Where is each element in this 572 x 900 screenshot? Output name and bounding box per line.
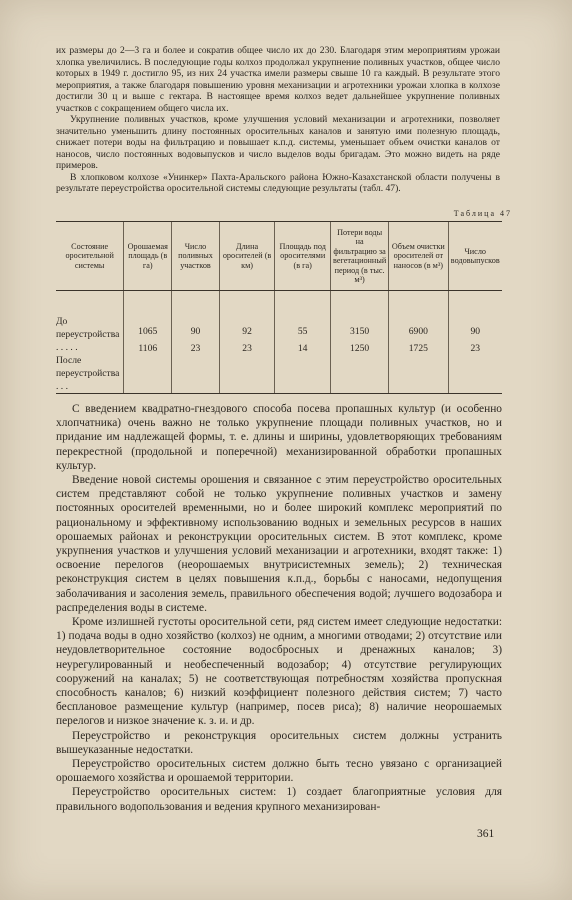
table-cell: 90 23 <box>172 315 220 394</box>
table-cell: 1065 1106 <box>124 315 172 394</box>
data-table <box>56 221 502 394</box>
table-cell: 90 23 <box>448 315 502 394</box>
table-cell: 6900 1725 <box>389 315 448 394</box>
column-header: Длина оросителей (в км) <box>219 222 275 291</box>
table-cell: 3150 1250 <box>331 315 389 394</box>
body-paragraph-5: Переустройство оросительных систем должно быть тесно увязано с организацией орошаемого хозяйства и орошаемой территории. <box>56 758 502 785</box>
top-text-block <box>56 45 500 195</box>
row-label: После переустройства . . . <box>56 355 120 392</box>
column-header: Площадь под оросителями (в га) <box>275 222 331 291</box>
table-spacer-row <box>56 291 502 316</box>
column-header: Число водовыпусков <box>448 222 502 291</box>
table-cell: 55 14 <box>275 315 331 394</box>
table-header-row <box>56 222 502 291</box>
page-number: 361 <box>477 828 495 840</box>
top-paragraph-3: В хлопковом колхозе «Унинкер» Пахта-Аральского района Южно-Казахстанской области получены в результате переустройства оросительной системы следующие результаты (табл. 47). <box>56 171 500 194</box>
row-label: До переустройства . . . . . <box>56 316 120 353</box>
table-row <box>56 315 502 394</box>
body-paragraph-3: Кроме излишней густоты оросительной сети, ряд систем имеет следующие недостатки: 1) подача воды в одно хозяйство (колхоз) не одним, а многими отводами; 2) отсутствие или неудовлетворительное состояние водосбросных и дренажных каналов; 3) неурегулированный и необеспеченный водозабор; 4) отсутствие регулирующих сооружений на каналах; 5) не соответствующая потребностям хозяйства пропускная способность каналов; 6) низкий коэффициент полезного действия систем; 7) часто бесплановое размещение культур (например, посев риса); 8) наличие неорошаемых перелогов и низкое значение к. з. и. и др. <box>56 616 502 728</box>
column-header: Потери воды на фильтрацию за вегетационный период (в тыс. м³) <box>331 222 389 291</box>
table-cell: 92 23 <box>219 315 275 394</box>
top-paragraph-1: их размеры до 2—3 га и более и сократив общее число их до 230. Благодаря этим мероприятиям урожаи хлопка увеличились. В последующие годы колхоз продолжал укрупнение поливных участков, общее число которых в 1949 г. достигло 95, из них 24 участка имели размеры свыше 10 га каждый. В результате этого мероприятия, а также благодаря повышению уровня механизации и агротехники урожаи хлопка в колхозе достигли 30 ц и выше с гектара. В настоящее время колхоз ведет дальнейшее укрупнение поливных участков с сокращением общего числа их. <box>56 45 500 114</box>
main-text-block <box>56 402 502 814</box>
body-paragraph-1: С введением квадратно-гнездового способа посева пропашных культур (и особенно хлопчатника) очень важно не только укрупнение площади поливных участков, но и придание им надлежащей формы, т. е. длины и ширины, удовлетворяющих требованиям перекрестной (продольной и поперечной) механизированной обработки пропашных культур. <box>56 403 502 472</box>
body-paragraph-4: Переустройство и реконструкция оросительных систем должны устранить вышеуказанные недостатки. <box>56 729 502 756</box>
column-header: Число поливных участков <box>172 222 220 291</box>
row-labels-cell <box>56 315 124 394</box>
column-header: Орошаемая площадь (в га) <box>124 222 172 291</box>
body-paragraph-2: Введение новой системы орошения и связанное с этим переустройство оросительных систем представляют собой не только укрупнение поливных участков и замену постоянных оросителей временными, но и более широкий комплекс мероприятий по рациональному и эффективному использованию водных и земельных ресурсов в наших орошаемых районах и реконструкции оросительных систем. В этот комплекс, кроме укрупнения участков и улучшения условий механизации и агротехники, входят также: 1) освоение перелогов (неорошаемых внутрисистемных земель); 2) техническая реконструкция систем в целях повышения к.п.д., борьбы с наносами, недопущения заболачивания и засоления земель, правильного обеспечения водой; лучшего водозабора и распределения воды в системе. <box>56 474 502 614</box>
table-caption: Таблица 47 <box>453 209 512 218</box>
column-header: Объем очистки оросителей от наносов (в м³) <box>389 222 448 291</box>
column-header: Состояние оросительной системы <box>56 222 124 291</box>
body-paragraph-6: Переустройство оросительных систем: 1) создает благоприятные условия для правильного водопользования и ведения крупного механизирован- <box>56 786 502 813</box>
top-paragraph-2: Укрупнение поливных участков, кроме улучшения условий механизации и агротехники, позволяет значительно уменьшить длину постоянных оросительных каналов и занятую ими полезную площадь, снижает потери воды на фильтрацию и повышает к.п.д. системы, уменьшает объем очистки каналов от наносов, число постоянных водовыпусков и число выделов воды бригадам. Это можно видеть на ряде примеров. <box>56 114 500 171</box>
